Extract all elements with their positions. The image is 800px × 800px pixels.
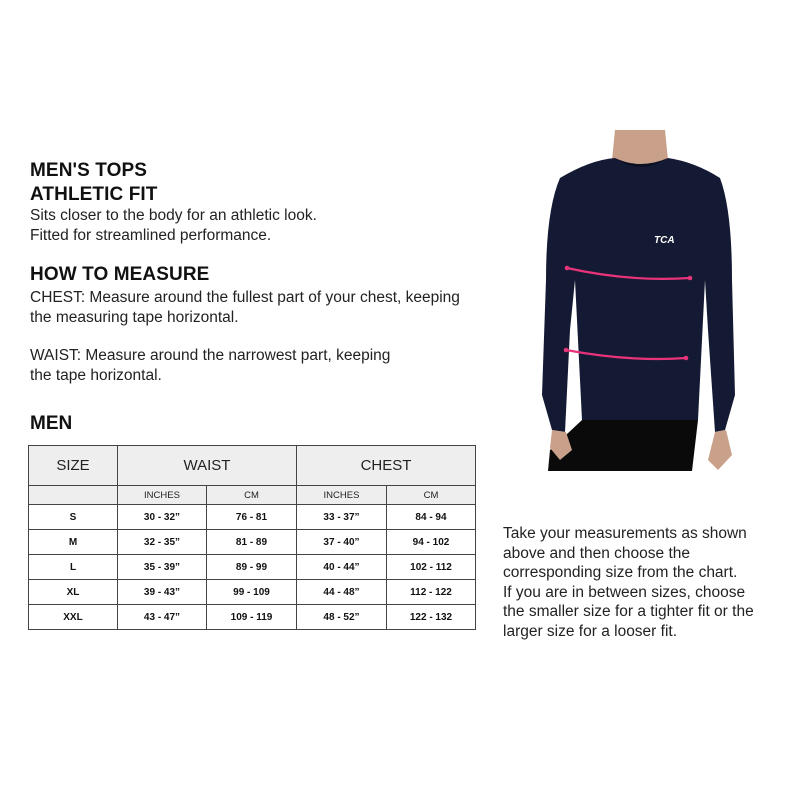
chest-tape-marker [688, 276, 693, 281]
cell-waist-inches: 43 - 47” [118, 605, 207, 630]
header-size: SIZE [29, 446, 118, 486]
shirt-logo-text: TCA [654, 235, 675, 246]
table-row [29, 580, 476, 605]
table-row [29, 530, 476, 555]
cell-waist-inches: 35 - 39” [118, 555, 207, 580]
cell-size: S [29, 505, 118, 530]
advice-line: corresponding size from the chart. [503, 564, 738, 581]
cell-chest-inches: 48 - 52” [297, 605, 387, 630]
chest-instruction-line: CHEST: Measure around the fullest part of your chest, keeping [30, 289, 460, 306]
cell-chest-cm: 84 - 94 [387, 505, 476, 530]
model-right-hand [708, 430, 732, 470]
advice-line: If you are in between sizes, choose [503, 583, 746, 601]
waist-instruction-line: the tape horizontal. [30, 367, 162, 384]
cell-chest-inches: 33 - 37” [297, 505, 387, 530]
subheader-waist-cm: CM [207, 486, 297, 505]
cell-chest-cm: 94 - 102 [387, 530, 476, 555]
cell-waist-cm: 109 - 119 [207, 605, 297, 630]
fit-description-line: Sits closer to the body for an athletic look. [30, 207, 317, 224]
cell-chest-inches: 44 - 48” [297, 580, 387, 605]
header-waist: WAIST [118, 446, 297, 486]
waist-tape-marker [684, 356, 689, 361]
cell-waist-inches: 32 - 35” [118, 530, 207, 555]
title-mens-tops: MEN'S TOPS [30, 160, 148, 181]
cell-waist-cm: 89 - 99 [207, 555, 297, 580]
men-section-label: MEN [30, 413, 73, 434]
cell-chest-cm: 122 - 132 [387, 605, 476, 630]
shirt-body [542, 158, 735, 432]
table-row [29, 505, 476, 530]
subheader-empty [29, 486, 118, 505]
size-chart-table [28, 445, 476, 630]
subheader-waist-inches: INCHES [118, 486, 207, 505]
header-chest: CHEST [297, 446, 476, 486]
how-to-measure-title: HOW TO MEASURE [30, 264, 210, 285]
cell-size: L [29, 555, 118, 580]
table-row [29, 605, 476, 630]
cell-waist-inches: 39 - 43” [118, 580, 207, 605]
cell-waist-cm: 76 - 81 [207, 505, 297, 530]
chest-tape-marker [565, 266, 570, 271]
subheader-chest-cm: CM [387, 486, 476, 505]
cell-size: XXL [29, 605, 118, 630]
waist-tape-marker [564, 348, 569, 353]
cell-chest-inches: 37 - 40” [297, 530, 387, 555]
cell-chest-cm: 102 - 112 [387, 555, 476, 580]
cell-waist-inches: 30 - 32” [118, 505, 207, 530]
subheader-chest-inches: INCHES [297, 486, 387, 505]
table-header-row [29, 446, 476, 486]
chest-instruction-line: the measuring tape horizontal. [30, 309, 239, 326]
table-row [29, 555, 476, 580]
model-photo [520, 130, 755, 475]
advice-line: the smaller size for a tighter fit or the [503, 603, 754, 620]
cell-size: XL [29, 580, 118, 605]
cell-chest-inches: 40 - 44” [297, 555, 387, 580]
advice-line: larger size for a looser fit. [503, 622, 678, 640]
cell-waist-cm: 81 - 89 [207, 530, 297, 555]
waist-instruction-line: WAIST: Measure around the narrowest part, keeping [30, 347, 391, 364]
cell-size: M [29, 530, 118, 555]
cell-waist-cm: 99 - 109 [207, 580, 297, 605]
table-subheader-row [29, 486, 476, 505]
fit-description-line: Fitted for streamlined performance. [30, 227, 272, 244]
advice-line: above and then choose the [503, 544, 691, 562]
cell-chest-cm: 112 - 122 [387, 580, 476, 605]
advice-line: Take your measurements as shown [503, 525, 747, 542]
sizing-advice [503, 524, 788, 641]
title-athletic-fit: ATHLETIC FIT [30, 184, 158, 205]
